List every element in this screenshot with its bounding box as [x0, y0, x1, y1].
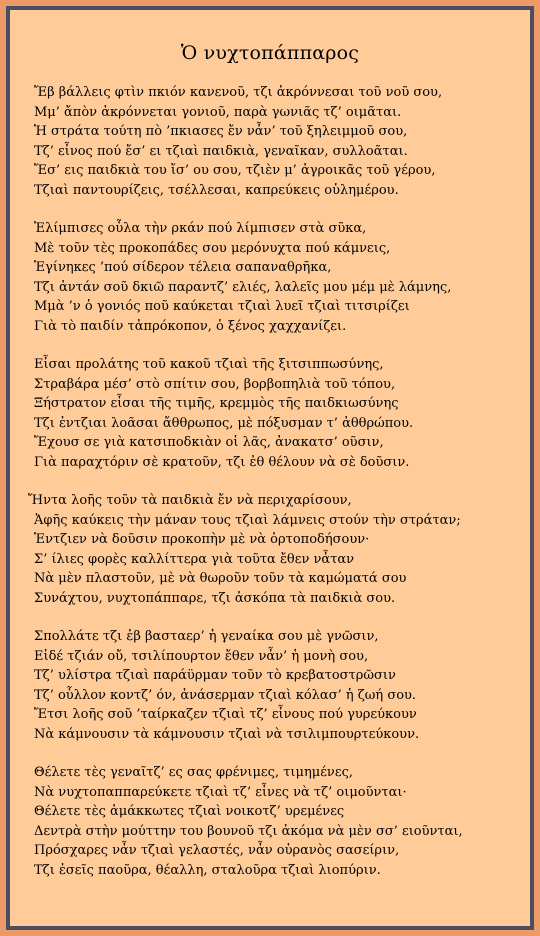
- poem-line: Ἐντζιεν νὰ δοῦσιν προκοπὴν μὲ νὰ ὀρτοποδήσουν·: [34, 532, 370, 547]
- poem-line: Τζι ἐντζιαι λοᾶσαι ἄθθρωπος, μὲ πόξυσμαν τ’ ἀθθρώπου.: [34, 415, 414, 431]
- poem-line: Εἶσαι προλάτης τοῦ κακοῦ τζιαὶ τῆς ξιτσιππωσύνης,: [34, 357, 384, 372]
- poem-line: Νὰ μὲν πλαστοῦν, μὲ νὰ θωροῦν τοῦν τὰ καμώματά σου: [34, 571, 407, 586]
- poem-line: Ξήστρατον εἶσαι τῆς τιμῆς, κρεμμὸς τῆς παιδκιωσύνης: [34, 396, 399, 411]
- poem-line: Θέλετε τὲς γεναῖτζ’ ες σας φρένιμες, τιμημένες,: [34, 765, 353, 780]
- poem-line: Συνάχτου, νυχτοπάππαρε, τζι ἀσκόπα τὰ παιδκιὰ σου.: [34, 590, 396, 606]
- poem-line: Μὲ τοῦν τὲς προκοπάδες σου μερόνυχτα πού κάμνεις,: [34, 240, 391, 256]
- stanza: [10, 83, 530, 200]
- poem-line: Σ’ ίλιες φορὲς καλλίττερα γιὰ τοῦτα ἔθεν νἆταν: [34, 551, 355, 567]
- poem-line: Γιὰ τὸ παιδίν τἀπρόκοπον, ὁ ξένος χαχχανίζει.: [34, 318, 347, 334]
- stanza: [10, 355, 530, 472]
- poem-line: Τζι ἐσεῖς παοῦρα, θέαλλη, σταλοῦρα τζιαὶ λιοπύριν.: [34, 862, 381, 878]
- poem-line: Ἤντα λοῆς τοῦν τὰ παιδκιὰ ἔν νὰ περιχαρίσουν,: [28, 493, 352, 508]
- stanza: [10, 219, 530, 336]
- poem-line: Θέλετε τὲς ἀμάκκωτες τζιαὶ νοικοτζ’ υρεμένες: [34, 804, 345, 819]
- poem-line: Ἡ στράτα τούτη πὸ ’πκιασες ἔν νἆν’ τοῦ ξηλειμμοῦ σου,: [34, 124, 408, 139]
- poem-line: Μμὰ ’ν ὁ γονιός ποῦ καύκεται τζιαὶ λυεῖ τζιαὶ τιτσιρίζει: [34, 299, 410, 314]
- poem-line: Δεντρὰ στὴν μούττην του βουνοῦ τζι ἀκόμα νὰ μὲν σσ’ ειοῦνται,: [34, 823, 463, 839]
- poem-line: Τζιαὶ παντουρίζεις, τσέλλεσαι, καπρεύκεις οὑλημέρου.: [34, 182, 399, 198]
- stanza: [10, 763, 530, 880]
- poem-frame: [6, 6, 534, 930]
- poem-line: Νὰ νυχτοπαππαρεύκετε τζιαὶ τζ’ εἶνες νὰ τζ’ οιμοῦνται·: [34, 784, 407, 800]
- poem-line: Ἔτσι λοῆς σοῦ ’ταίρκαζεν τζιαὶ τζ’ εἶνους πού γυρεύκουν: [34, 707, 417, 722]
- poem-line: Ἔσ’ εις παιδκιὰ του ἴσ’ ου σου, τζιὲν μ’ ἀγροικᾶς τοῦ γέρου,: [34, 163, 436, 178]
- poem-line: Τζι ἀντάν σοῦ δκιῶ παραντζ’ ελιές, λαλεῖς μου μέμ μὲ λάμνης,: [34, 279, 452, 295]
- poem-line: Σπολλάτε τζι ἐβ βασταερ’ ἡ γεναίκα σου μὲ γνῶσιν,: [34, 629, 379, 644]
- poem-body: [10, 83, 530, 899]
- poem-line: Νὰ κάμνουσιν τὰ κάμνουσιν τζιαὶ νὰ τσιλιμπουρτεύκουν.: [34, 726, 420, 742]
- poem-line: Ἔβ βάλλεις φτὶν πκιόν κανενοῦ, τζι ἀκρόννεσαι τοῦ νοῦ σου,: [34, 85, 443, 100]
- poem-line: Ἀφῆς καύκεις τὴν μάναν τους τζιαὶ λάμνεις στούν τὴν στράταν;: [34, 512, 461, 528]
- poem-line: Ἔχουσ σε γιὰ κατσιποδκιὰν οἱ λᾶς, ἀνακατσ’ οῦσιν,: [34, 435, 384, 450]
- poem-line: Εἰδέ τζιάν οὔ, τσιλίπουρτον ἔθεν νἆν’ ἡ μονὴ σου,: [34, 648, 369, 664]
- poem-line: Τζ’ υλίστρα τζιαὶ παράϋρμαν τοῦν τὸ κρεβατοστρῶσιν: [34, 668, 396, 683]
- poem-line: Στραβάρα μέσ’ στὸ σπίτιν σου, βορβοπηλιὰ τοῦ τόπου,: [34, 376, 396, 392]
- stanza: [10, 627, 530, 744]
- poem-line: Ἐλίμπισες οὗλα τὴν ρκάν πού λίμπισεν στὰ σῦκα,: [34, 221, 367, 236]
- stanza: [10, 491, 530, 608]
- poem-line: Ἐγίνηκες ’πού σίδερον τέλεια σαπαναθρῆκα,: [34, 260, 332, 275]
- poem-line: Γιὰ παραχτόριν σὲ κρατοῦν, τζι ἐθ θέλουν νὰ σὲ δοῦσιν.: [34, 454, 410, 470]
- poem-line: Τζ’ εἶνος πού ἔσ’ ει τζιαὶ παιδκιὰ, γεναῖκαν, συλλοᾶται.: [34, 143, 408, 159]
- poem-line: Πρόσχαρες νἆν τζιαὶ γελαστές, νἆν οὐρανὸς σασείριν,: [34, 843, 400, 858]
- poem-title: Ὁ νυχτοπάππαρος: [180, 42, 360, 64]
- poem-line: Μμ’ ἄπὸν ἀκρόννεται γονιοῦ, παρὰ γωνιᾶς τζ’ οιμᾶται.: [34, 104, 402, 120]
- poem-line: Τζ’ οὗλλον κοντζ’ όν, ἀνάσερμαν τζιαὶ κόλασ’ ἡ ζωή σου.: [34, 687, 417, 703]
